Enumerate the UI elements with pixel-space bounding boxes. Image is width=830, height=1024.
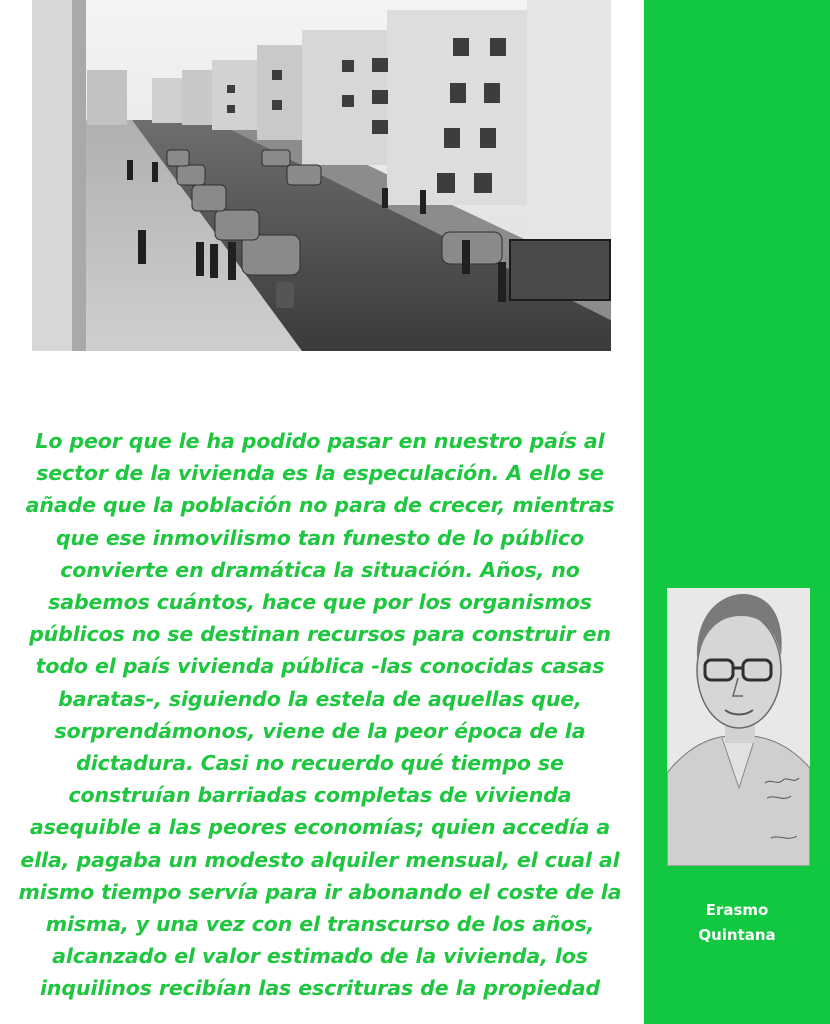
street-photo	[32, 0, 611, 351]
author-name	[644, 898, 830, 948]
author-last-name: Quintana	[698, 926, 776, 944]
street-photo-drawing	[32, 0, 611, 351]
article-quote: Lo peor que le ha podido pasar en nuestro país al sector de la vivienda es la especulación. A ello se añade que la población no para de crecer, mientras que ese inmovilismo tan funesto de lo público convierte en dramática la situación. Años, no sabemos cuántos, hace que por los organismos públicos no se destinan recursos para construir en todo el país vivienda pública -las conocidas casas baratas-, siguiendo la estela de aquellas que, sorprendámonos, viene de la peor época de la dictadura. Casi no recuerdo qué tiempo se construían barriadas completas de vivienda asequible a las peores economías; quien accedía a ella, pagaba un modesto alquiler mensual, el cual al mismo tiempo servía para ir abonando el coste de la misma, y una vez con el transcurso de los años, alcanzado el valor estimado de la vivienda, los inquilinos recibían las escrituras de la propiedad	[18, 429, 622, 1001]
author-sidebar	[644, 0, 830, 1024]
author-portrait-sketch	[667, 588, 810, 866]
author-first-name: Erasmo	[705, 901, 769, 919]
author-portrait	[667, 588, 810, 866]
